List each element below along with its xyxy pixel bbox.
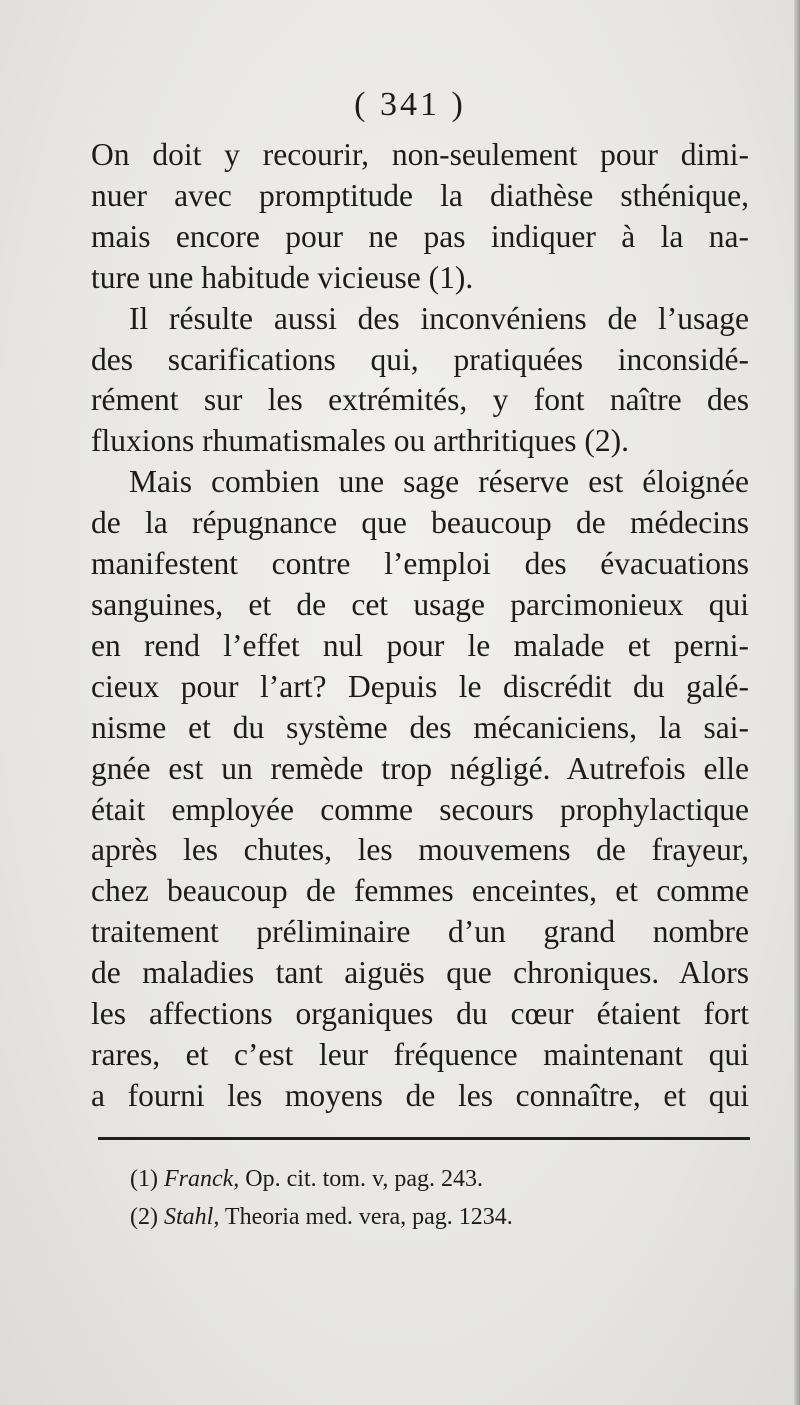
text-line: fluxions rhumatismales ou arthritiques (2). xyxy=(91,423,630,459)
text-line: de la répugnance que beaucoup de médecins xyxy=(91,505,749,541)
footnote-author: Stahl, xyxy=(163,1204,220,1230)
text-line: manifestent contre l’emploi des évacuations xyxy=(91,546,749,582)
text-line: cieux pour l’art? Depuis le discrédit du galé- xyxy=(91,668,749,704)
footnote-text: Op. cit. tom. v, pag. 243. xyxy=(245,1166,484,1192)
text-line: Mais combien une sage réserve est éloignée xyxy=(129,464,749,500)
text-line: nuer avec promptitude la diathèse sthénique, xyxy=(91,177,749,213)
footnote-text: Theoria med. vera, pag. 1234. xyxy=(224,1204,513,1230)
text-line: ture une habitude vicieuse (1). xyxy=(91,259,474,295)
page-number: ( 341 ) xyxy=(354,86,466,123)
text-line: rares, et c’est leur fréquence maintenant qui xyxy=(91,1036,749,1072)
text-line: gnée est un remède trop négligé. Autrefois elle xyxy=(91,750,749,786)
text-line: nisme et du système des mécaniciens, la sai- xyxy=(91,709,749,745)
footnote-author: Franck, xyxy=(163,1166,240,1192)
footnote xyxy=(130,1160,750,1198)
footnote-mark: (2) xyxy=(130,1204,158,1230)
text-line: a fourni les moyens de les connaître, et qui xyxy=(91,1077,749,1113)
page-edge-shadow xyxy=(794,0,800,1405)
text-line: rément sur les extrémités, y font naître des xyxy=(91,382,749,418)
text-line: mais encore pour ne pas indiquer à la na- xyxy=(91,218,749,254)
text-line: après les chutes, les mouvemens de frayeur, xyxy=(91,832,749,868)
text-line: des scarifications qui, pratiquées inconsidé- xyxy=(91,341,749,377)
footnote xyxy=(130,1198,750,1236)
text-line: était employée comme secours prophylactique xyxy=(91,791,749,827)
text-line: On doit y recourir, non-seulement pour dimi- xyxy=(91,137,749,172)
text-line: traitement préliminaire d’un grand nombre xyxy=(91,914,749,950)
text-line: chez beaucoup de femmes enceintes, et comme xyxy=(91,873,749,909)
text-line: sanguines, et de cet usage parcimonieux qui xyxy=(91,586,749,622)
footnote-divider xyxy=(98,1137,750,1140)
body-text xyxy=(91,135,749,1117)
text-line: Il résulte aussi des inconvéniens de l’usage xyxy=(129,300,749,336)
text-line: en rend l’effet nul pour le malade et perni- xyxy=(91,627,749,663)
text-line: de maladies tant aiguës que chroniques. Alors xyxy=(91,955,749,991)
text-line: les affections organiques du cœur étaient fort xyxy=(91,996,749,1032)
footnotes xyxy=(130,1160,750,1236)
footnote-mark: (1) xyxy=(130,1166,158,1192)
